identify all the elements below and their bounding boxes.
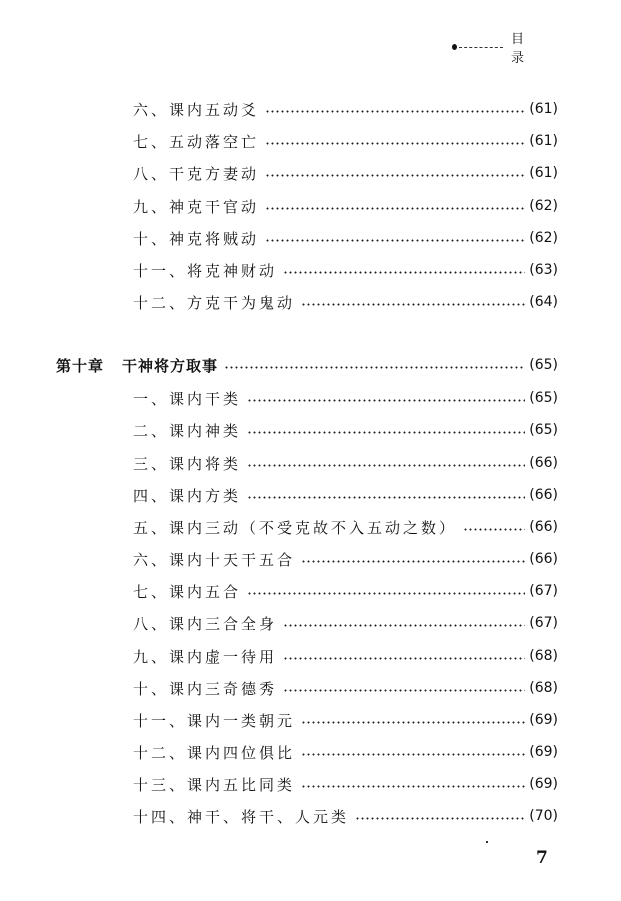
leader-dots — [283, 271, 525, 274]
leader-dots — [301, 560, 525, 563]
toc-entry[interactable] — [133, 708, 558, 732]
toc-entry-label: 九、神克干官动 — [133, 197, 260, 216]
toc-entry-page: (67) — [529, 583, 558, 599]
toc-entry[interactable] — [133, 483, 558, 507]
toc-entry-label: 一、课内干类 — [133, 389, 242, 408]
chapter-title: 干神将方取事 — [122, 356, 219, 375]
toc-entry-page: (61) — [529, 101, 558, 117]
toc-entry[interactable] — [133, 611, 558, 635]
leader-dots — [247, 464, 525, 467]
toc-entry[interactable] — [133, 772, 558, 796]
leader-dots — [265, 142, 525, 145]
toc-chapter-heading[interactable] — [56, 353, 558, 377]
toc-entry-page: (68) — [529, 680, 558, 696]
leader-dots — [265, 207, 525, 210]
toc-entry[interactable] — [133, 418, 558, 442]
leader-dots — [301, 721, 525, 724]
toc-entry-label: 十四、神干、将干、人元类 — [133, 807, 350, 826]
leader-dots — [301, 753, 525, 756]
toc-entry-label: 十二、课内四位俱比 — [133, 743, 296, 762]
toc-entry-label: 三、课内将类 — [133, 454, 242, 473]
toc-entry-label: 九、课内虚一待用 — [133, 647, 278, 666]
toc-entry-page: (65) — [529, 390, 558, 406]
leader-dots — [247, 592, 525, 595]
toc-entry[interactable] — [133, 386, 558, 410]
toc-entry-label: 六、课内五动爻 — [133, 100, 260, 119]
leader-dots — [265, 239, 525, 242]
leader-dots — [265, 110, 525, 113]
chapter-number: 第十章 — [56, 356, 105, 375]
header-dashed-rule — [459, 47, 503, 48]
toc-entry-label: 十三、课内五比同类 — [133, 775, 296, 794]
toc-entry-page: (66) — [529, 455, 558, 471]
toc-entry-page: (65) — [529, 422, 558, 438]
toc-entry-label: 六、课内十天干五合 — [133, 550, 296, 569]
toc-entry-page: (62) — [529, 230, 558, 246]
toc-entry[interactable] — [133, 97, 558, 121]
toc-entry-page: (70) — [529, 808, 558, 824]
toc-entry[interactable] — [133, 194, 558, 218]
leader-dots — [355, 817, 525, 820]
leader-dots — [265, 174, 525, 177]
toc-entry-label: 十、课内三奇德秀 — [133, 679, 278, 698]
toc-entry-page: (61) — [529, 133, 558, 149]
leader-dots — [301, 303, 525, 306]
toc-entry-page: (66) — [529, 519, 558, 535]
toc-entry[interactable] — [133, 804, 558, 828]
toc-entry-page: (67) — [529, 615, 558, 631]
leader-dots — [283, 657, 525, 660]
toc-entry-label: 二、课内神类 — [133, 421, 242, 440]
toc-entry-page: (68) — [529, 648, 558, 664]
toc-entry-label: 十一、将克神财动 — [133, 261, 278, 280]
leader-dots — [247, 431, 525, 434]
toc-entry-page: (62) — [529, 198, 558, 214]
toc-entry[interactable] — [133, 451, 558, 475]
page-number: 7 — [536, 848, 548, 868]
toc-entry-label: 八、课内三合全身 — [133, 614, 278, 633]
bullet-dot-icon — [452, 44, 457, 50]
leader-dots — [224, 366, 525, 369]
toc-entry-label: 八、干克方妻动 — [133, 164, 260, 183]
header-title: 目 录 — [510, 32, 542, 66]
toc-entry[interactable] — [133, 579, 558, 603]
toc-entry[interactable] — [133, 290, 558, 314]
toc-entry-label: 十二、方克干为鬼动 — [133, 293, 296, 312]
toc-entry[interactable] — [133, 258, 558, 282]
leader-dots — [463, 528, 525, 531]
toc-entry-label: 七、五动落空亡 — [133, 132, 260, 151]
print-speck — [486, 841, 488, 843]
toc-entry-page: (69) — [529, 744, 558, 760]
toc-entry-page: (69) — [529, 776, 558, 792]
toc-entry-page: (66) — [529, 487, 558, 503]
toc-entry-label: 十、神克将贼动 — [133, 229, 260, 248]
toc-entry-label: 七、课内五合 — [133, 582, 242, 601]
toc-entry-label: 四、课内方类 — [133, 486, 242, 505]
leader-dots — [247, 399, 525, 402]
toc-entry[interactable] — [133, 161, 558, 185]
toc-entry-page: (64) — [529, 294, 558, 310]
toc-entry-page: (63) — [529, 262, 558, 278]
toc-entry-page: (69) — [529, 712, 558, 728]
toc-entry-page: (66) — [529, 551, 558, 567]
toc-entry[interactable] — [133, 740, 558, 764]
toc-entry[interactable] — [133, 129, 558, 153]
toc-entry-label: 十一、课内一类朝元 — [133, 711, 296, 730]
leader-dots — [301, 785, 525, 788]
leader-dots — [283, 689, 525, 692]
chapter-page: (65) — [529, 357, 558, 373]
leader-dots — [247, 496, 525, 499]
toc-entry-label: 五、课内三动（不受克故不入五动之数） — [133, 518, 458, 537]
toc-entry[interactable] — [133, 226, 558, 250]
toc-entry[interactable] — [133, 515, 558, 539]
running-header — [452, 32, 582, 66]
toc-entry-page: (61) — [529, 165, 558, 181]
toc-entry[interactable] — [133, 644, 558, 668]
toc-entry[interactable] — [133, 547, 558, 571]
leader-dots — [283, 624, 525, 627]
toc-entry[interactable] — [133, 676, 558, 700]
